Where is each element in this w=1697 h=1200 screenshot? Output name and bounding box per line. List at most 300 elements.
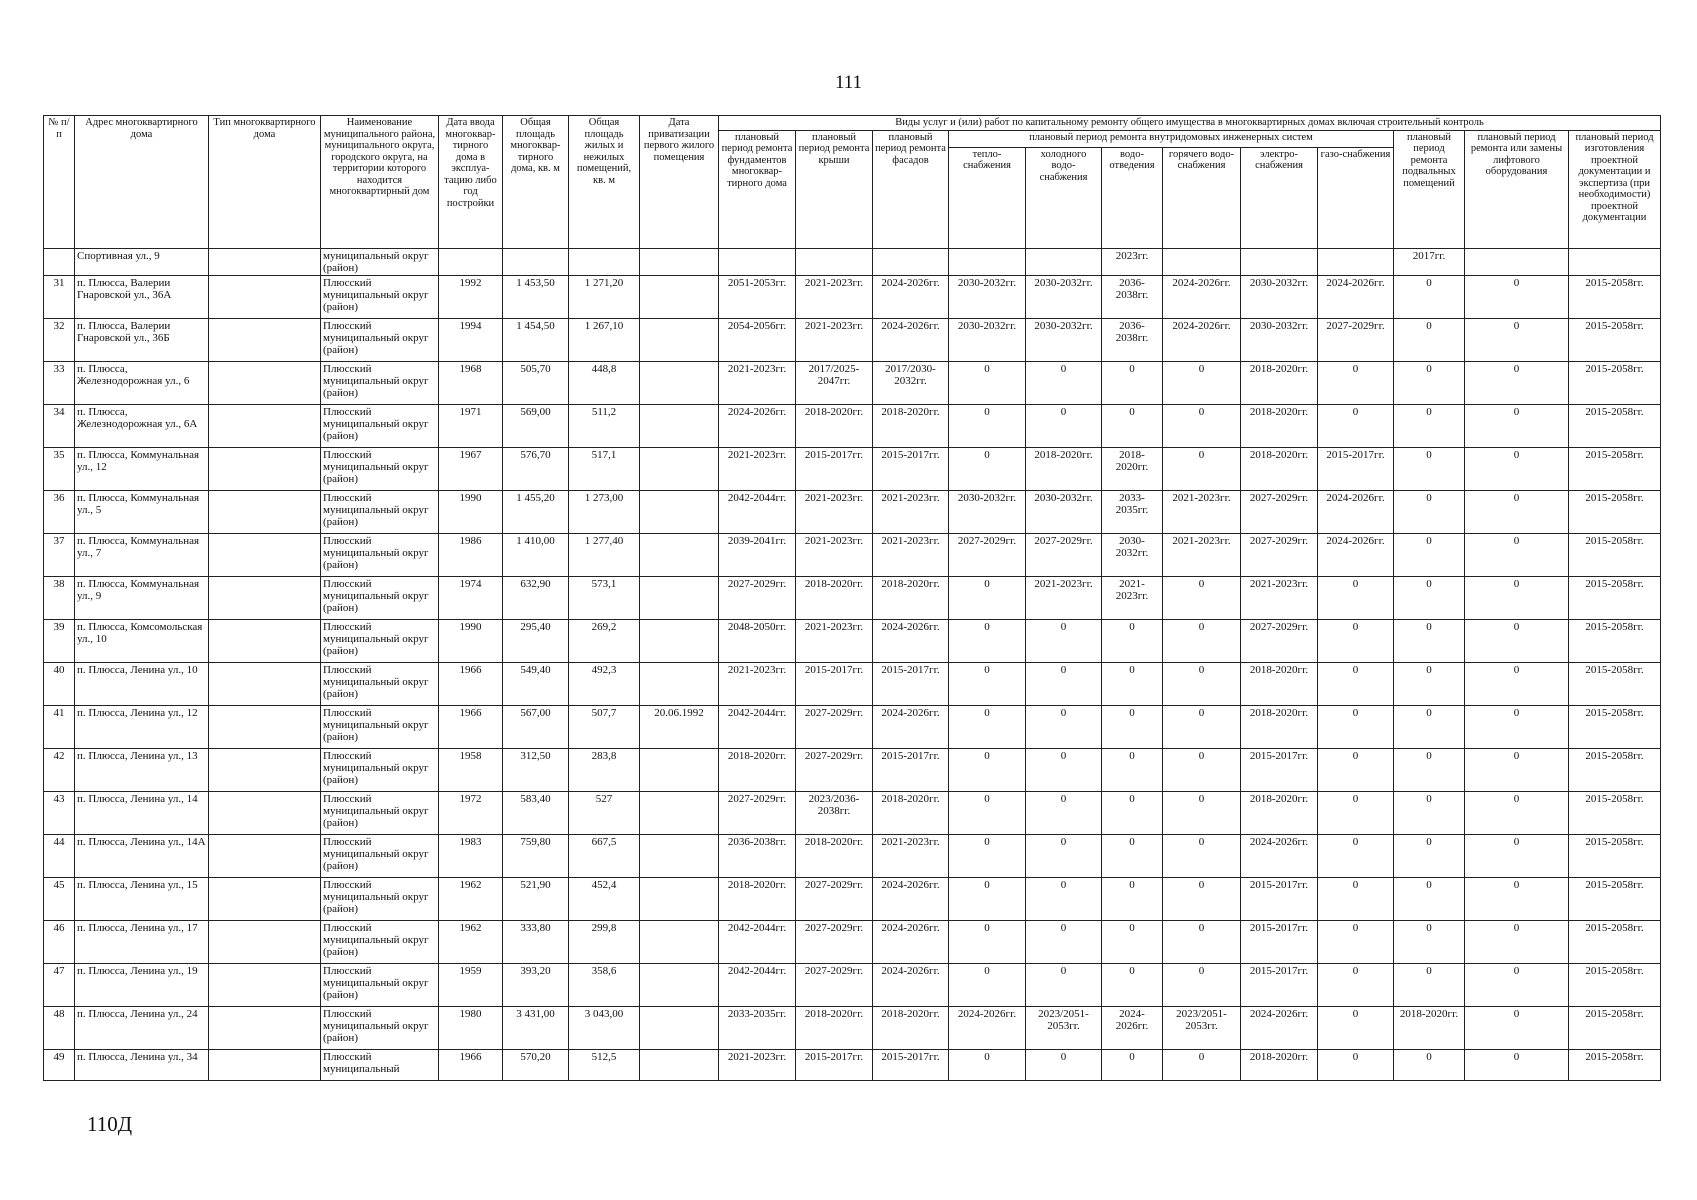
cell-cold-water: 2023/2051-2053гг. (1026, 1006, 1102, 1049)
cell-sewer: 0 (1102, 1049, 1163, 1080)
cell-docs: 2015-2058гг. (1569, 361, 1661, 404)
cell-basement: 0 (1394, 877, 1465, 920)
cell-address: п. Плюсса, Валерии Гнаровской ул., 36Б (75, 318, 209, 361)
cell-address: п. Плюсса, Коммунальная ул., 9 (75, 576, 209, 619)
cell-type (209, 275, 321, 318)
cell-electric: 2015-2017гг. (1241, 748, 1318, 791)
cell-year: 1962 (439, 877, 503, 920)
cell-type (209, 920, 321, 963)
cell-total-area: 1 454,50 (503, 318, 569, 361)
cell-docs: 2015-2058гг. (1569, 791, 1661, 834)
cell-year: 1992 (439, 275, 503, 318)
cell-electric: 2018-2020гг. (1241, 361, 1318, 404)
cell-facade: 2024-2026гг. (873, 963, 949, 1006)
cell-type (209, 447, 321, 490)
cell-district: Плюсский муниципальный округ (район) (321, 318, 439, 361)
cell-type (209, 533, 321, 576)
cell-num: 45 (44, 877, 75, 920)
cell-living-area: 512,5 (569, 1049, 640, 1080)
cell-total-area: 570,20 (503, 1049, 569, 1080)
cell-year: 1967 (439, 447, 503, 490)
cell-electric: 2024-2026гг. (1241, 834, 1318, 877)
cell-hot-water: 0 (1163, 963, 1241, 1006)
cell-sewer: 2036-2038гг. (1102, 275, 1163, 318)
cell-roof: 2015-2017гг. (796, 662, 873, 705)
cell-basement: 0 (1394, 705, 1465, 748)
header-type: Тип многоквартирного дома (209, 116, 321, 249)
table-row (44, 619, 1661, 662)
cell-num: 42 (44, 748, 75, 791)
cell-hot-water: 0 (1163, 576, 1241, 619)
cell-total-area: 1 455,20 (503, 490, 569, 533)
cell-type (209, 576, 321, 619)
cell-living-area: 527 (569, 791, 640, 834)
cell-district: Плюсский муниципальный округ (район) (321, 533, 439, 576)
table-row (44, 963, 1661, 1006)
cell-living-area: 511,2 (569, 404, 640, 447)
cell-type (209, 404, 321, 447)
cell-docs: 2015-2058гг. (1569, 705, 1661, 748)
cell-address: п. Плюсса, Коммунальная ул., 5 (75, 490, 209, 533)
cell-num: 34 (44, 404, 75, 447)
cell-hot-water: 0 (1163, 447, 1241, 490)
cell-sewer: 0 (1102, 877, 1163, 920)
cell-sewer: 0 (1102, 748, 1163, 791)
cell-living-area: 492,3 (569, 662, 640, 705)
cell-docs: 2015-2058гг. (1569, 447, 1661, 490)
header-docs: плановый период изготовления проектной документации и экспертиза (при необходимости) проектной документации (1569, 130, 1661, 248)
cell-heat: 0 (949, 834, 1026, 877)
table-row (44, 1049, 1661, 1080)
cell-type (209, 748, 321, 791)
cell-foundation: 2042-2044гг. (719, 920, 796, 963)
cell-elevator: 0 (1465, 748, 1569, 791)
cell-docs: 2015-2058гг. (1569, 1049, 1661, 1080)
cell-living-area: 1 273,00 (569, 490, 640, 533)
cell-foundation: 2033-2035гг. (719, 1006, 796, 1049)
cell-living-area: 299,8 (569, 920, 640, 963)
table-row (44, 791, 1661, 834)
cell-type (209, 834, 321, 877)
cell-heat: 0 (949, 447, 1026, 490)
table-row (44, 361, 1661, 404)
cell-electric: 2015-2017гг. (1241, 920, 1318, 963)
header-privatization: Дата приватизации первого жилого помещения (640, 116, 719, 249)
cell-basement: 0 (1394, 1049, 1465, 1080)
cell-num: 31 (44, 275, 75, 318)
cell-district: Плюсский муниципальный округ (район) (321, 619, 439, 662)
cell-gas: 2024-2026гг. (1318, 275, 1394, 318)
cell-facade: 2015-2017гг. (873, 748, 949, 791)
cell-year: 1986 (439, 533, 503, 576)
cell-district: Плюсский муниципальный округ (район) (321, 490, 439, 533)
cell-address: п. Плюсса, Ленина ул., 34 (75, 1049, 209, 1080)
header-cold-water: холодного водо-снабжения (1026, 147, 1102, 248)
cell-elevator: 0 (1465, 533, 1569, 576)
cell-electric: 2030-2032гг. (1241, 275, 1318, 318)
cell-roof: 2021-2023гг. (796, 619, 873, 662)
cell-cold-water: 0 (1026, 791, 1102, 834)
cell-district: Плюсский муниципальный округ (район) (321, 705, 439, 748)
cell-total-area: 393,20 (503, 963, 569, 1006)
cell-basement: 0 (1394, 834, 1465, 877)
cell-year: 1959 (439, 963, 503, 1006)
cell-roof: 2018-2020гг. (796, 1006, 873, 1049)
cell-electric: 2015-2017гг. (1241, 877, 1318, 920)
cell-cold-water: 2030-2032гг. (1026, 490, 1102, 533)
header-hot-water: горячего водо-снабжения (1163, 147, 1241, 248)
cell-facade: 2018-2020гг. (873, 576, 949, 619)
cell-roof: 2021-2023гг. (796, 490, 873, 533)
cell-total-area: 583,40 (503, 791, 569, 834)
table-row (44, 748, 1661, 791)
cell-foundation: 2021-2023гг. (719, 1049, 796, 1080)
cell-heat: 0 (949, 963, 1026, 1006)
cell-cold-water: 0 (1026, 404, 1102, 447)
cell-electric: 2021-2023гг. (1241, 576, 1318, 619)
cell-district: Плюсский муниципальный округ (район) (321, 1006, 439, 1049)
cell-address: п. Плюсса, Ленина ул., 12 (75, 705, 209, 748)
cell-heat: 2024-2026гг. (949, 1006, 1026, 1049)
cell-num: 39 (44, 619, 75, 662)
cell-docs: 2015-2058гг. (1569, 404, 1661, 447)
cell-total-area: 295,40 (503, 619, 569, 662)
cell-roof: 2015-2017гг. (796, 447, 873, 490)
cell-facade: 2024-2026гг. (873, 877, 949, 920)
cell-privatization (640, 1049, 719, 1080)
cell-sewer: 0 (1102, 834, 1163, 877)
header-systems-group: плановый период ремонта внутридомовых инженерных систем (949, 130, 1394, 147)
cell-docs: 2015-2058гг. (1569, 662, 1661, 705)
cell-elevator: 0 (1465, 447, 1569, 490)
cell-gas: 0 (1318, 576, 1394, 619)
cell-gas: 0 (1318, 748, 1394, 791)
cell-foundation: 2021-2023гг. (719, 662, 796, 705)
cell-roof: 2027-2029гг. (796, 877, 873, 920)
cell-facade: 2015-2017гг. (873, 447, 949, 490)
cell-hot-water: 2021-2023гг. (1163, 490, 1241, 533)
cell-total-area: 1 410,00 (503, 533, 569, 576)
table-row (44, 576, 1661, 619)
cell-sewer: 2018-2020гг. (1102, 447, 1163, 490)
cell-gas: 2015-2017гг. (1318, 447, 1394, 490)
cell-roof: 2018-2020гг. (796, 404, 873, 447)
cell-num: 46 (44, 920, 75, 963)
cell-address: п. Плюсса, Ленина ул., 14 (75, 791, 209, 834)
cell-basement: 0 (1394, 662, 1465, 705)
cell-num: 36 (44, 490, 75, 533)
cell-district: Плюсский муниципальный округ (район) (321, 791, 439, 834)
cell-facade: 2024-2026гг. (873, 619, 949, 662)
cell-district: Плюсский муниципальный округ (район) (321, 662, 439, 705)
cell-privatization (640, 576, 719, 619)
header-district: Наименование муниципального района, муниципального округа, городского округа, на территории которого находится многоквартирный дом (321, 116, 439, 249)
cell-electric: 2027-2029гг. (1241, 533, 1318, 576)
cell-elevator: 0 (1465, 361, 1569, 404)
cell-docs: 2015-2058гг. (1569, 533, 1661, 576)
cell-district: Плюсский муниципальный округ (район) (321, 834, 439, 877)
header-gas: газо-снабжения (1318, 147, 1394, 248)
cell-hot-water: 0 (1163, 877, 1241, 920)
cell-living-area: 1 267,10 (569, 318, 640, 361)
header-num: № п/п (44, 116, 75, 249)
cell-address: п. Плюсса, Коммунальная ул., 12 (75, 447, 209, 490)
table-row (44, 318, 1661, 361)
cell-docs: 2015-2058гг. (1569, 920, 1661, 963)
cell-privatization (640, 662, 719, 705)
cell-basement: 0 (1394, 404, 1465, 447)
cell-cold-water: 0 (1026, 834, 1102, 877)
cell-sewer: 2024-2026гг. (1102, 1006, 1163, 1049)
table-row (44, 877, 1661, 920)
cell-num: 43 (44, 791, 75, 834)
cell-cold-water: 2021-2023гг. (1026, 576, 1102, 619)
cell-basement: 0 (1394, 533, 1465, 576)
cell-foundation: 2039-2041гг. (719, 533, 796, 576)
cell-elevator: 0 (1465, 619, 1569, 662)
cell-facade: 2021-2023гг. (873, 533, 949, 576)
cell-gas: 0 (1318, 1006, 1394, 1049)
cell-gas: 0 (1318, 920, 1394, 963)
cell-docs: 2015-2058гг. (1569, 490, 1661, 533)
cell-heat: 0 (949, 1049, 1026, 1080)
cell-total-area: 333,80 (503, 920, 569, 963)
cell-year: 1958 (439, 748, 503, 791)
cell-total-area: 569,00 (503, 404, 569, 447)
cell-gas: 0 (1318, 361, 1394, 404)
cell-num: 41 (44, 705, 75, 748)
cell-num: 37 (44, 533, 75, 576)
cell-docs: 2015-2058гг. (1569, 576, 1661, 619)
cell-address: п. Плюсса, Ленина ул., 10 (75, 662, 209, 705)
cell-district: муниципальный округ (район) (321, 248, 439, 275)
table-row (44, 533, 1661, 576)
cell-hot-water: 0 (1163, 705, 1241, 748)
cell-address: п. Плюсса, Комсомольская ул., 10 (75, 619, 209, 662)
table-row (44, 705, 1661, 748)
cell-foundation: 2042-2044гг. (719, 963, 796, 1006)
cell-num: 38 (44, 576, 75, 619)
cell-year: 1966 (439, 662, 503, 705)
cell-gas: 0 (1318, 619, 1394, 662)
continuation-row (44, 248, 1661, 275)
cell-type (209, 490, 321, 533)
cell-district: Плюсский муниципальный округ (район) (321, 404, 439, 447)
cell-cold-water: 0 (1026, 877, 1102, 920)
cell-privatization (640, 1006, 719, 1049)
cell-heat: 0 (949, 662, 1026, 705)
cell-privatization (640, 361, 719, 404)
cell-privatization (640, 877, 719, 920)
cell-gas: 0 (1318, 834, 1394, 877)
cell-foundation: 2051-2053гг. (719, 275, 796, 318)
cell-cold-water: 0 (1026, 705, 1102, 748)
cell-cold-water: 2018-2020гг. (1026, 447, 1102, 490)
cell-heat: 0 (949, 748, 1026, 791)
cell-cold-water: 2030-2032гг. (1026, 275, 1102, 318)
header-facade: плановый период ремонта фасадов (873, 130, 949, 248)
cell-privatization (640, 275, 719, 318)
cell-total-area: 521,90 (503, 877, 569, 920)
cell-sewer: 0 (1102, 963, 1163, 1006)
cell-roof: 2017/2025-2047гг. (796, 361, 873, 404)
cell-living-area: 1 271,20 (569, 275, 640, 318)
cell-type (209, 877, 321, 920)
cell-address: п. Плюсса, Ленина ул., 17 (75, 920, 209, 963)
cell-facade: 2024-2026гг. (873, 275, 949, 318)
header-roof: плановый период ремонта крыши (796, 130, 873, 248)
cell-gas: 0 (1318, 791, 1394, 834)
cell-basement: 0 (1394, 576, 1465, 619)
cell-district: Плюсский муниципальный округ (район) (321, 447, 439, 490)
cell-electric: 2027-2029гг. (1241, 490, 1318, 533)
cell-cold-water: 2027-2029гг. (1026, 533, 1102, 576)
cell-privatization (640, 404, 719, 447)
cell-sewer: 0 (1102, 662, 1163, 705)
cell-foundation: 2042-2044гг. (719, 705, 796, 748)
cell-electric: 2018-2020гг. (1241, 404, 1318, 447)
cell-privatization (640, 533, 719, 576)
cell-living-area: 269,2 (569, 619, 640, 662)
cell-foundation: 2021-2023гг. (719, 361, 796, 404)
cell-hot-water: 0 (1163, 791, 1241, 834)
cell-heat: 0 (949, 791, 1026, 834)
cell-gas: 0 (1318, 705, 1394, 748)
cell-electric: 2024-2026гг. (1241, 1006, 1318, 1049)
cell-address: п. Плюсса, Ленина ул., 13 (75, 748, 209, 791)
cell-roof: 2027-2029гг. (796, 920, 873, 963)
cell-roof: 2015-2017гг. (796, 1049, 873, 1080)
cell-gas: 2024-2026гг. (1318, 490, 1394, 533)
cell-living-area: 283,8 (569, 748, 640, 791)
cell-roof: 2023/2036-2038гг. (796, 791, 873, 834)
cell-docs: 2015-2058гг. (1569, 834, 1661, 877)
cell-living-area: 517,1 (569, 447, 640, 490)
cell-total-area: 549,40 (503, 662, 569, 705)
cell-privatization (640, 318, 719, 361)
cell-type (209, 705, 321, 748)
cell-living-area: 573,1 (569, 576, 640, 619)
cell-living-area: 452,4 (569, 877, 640, 920)
cell-hot-water: 2024-2026гг. (1163, 275, 1241, 318)
table-row (44, 662, 1661, 705)
cell-sewer: 2036-2038гг. (1102, 318, 1163, 361)
cell-gas: 0 (1318, 1049, 1394, 1080)
cell-sewer: 2023гг. (1102, 248, 1163, 275)
table-row (44, 404, 1661, 447)
cell-year: 1966 (439, 705, 503, 748)
cell-heat: 0 (949, 877, 1026, 920)
cell-total-area: 759,80 (503, 834, 569, 877)
cell-gas: 0 (1318, 404, 1394, 447)
cell-facade: 2015-2017гг. (873, 1049, 949, 1080)
cell-cold-water: 0 (1026, 748, 1102, 791)
cell-total-area: 3 431,00 (503, 1006, 569, 1049)
cell-facade: 2021-2023гг. (873, 490, 949, 533)
cell-docs: 2015-2058гг. (1569, 275, 1661, 318)
cell-type (209, 1049, 321, 1080)
cell-cold-water: 0 (1026, 1049, 1102, 1080)
cell-electric: 2018-2020гг. (1241, 662, 1318, 705)
cell-elevator: 0 (1465, 877, 1569, 920)
cell-cold-water: 0 (1026, 963, 1102, 1006)
cell-foundation: 2018-2020гг. (719, 877, 796, 920)
capital-repair-table (43, 115, 1661, 1081)
cell-basement: 0 (1394, 963, 1465, 1006)
cell-privatization (640, 748, 719, 791)
cell-sewer: 0 (1102, 705, 1163, 748)
cell-total-area: 576,70 (503, 447, 569, 490)
cell-privatization (640, 834, 719, 877)
cell-living-area: 667,5 (569, 834, 640, 877)
header-electric: электро-снабжения (1241, 147, 1318, 248)
cell-docs: 2015-2058гг. (1569, 318, 1661, 361)
cell-address: п. Плюсса, Ленина ул., 24 (75, 1006, 209, 1049)
table-row (44, 275, 1661, 318)
cell-elevator: 0 (1465, 963, 1569, 1006)
table-row (44, 447, 1661, 490)
cell-address: Спортивная ул., 9 (75, 248, 209, 275)
cell-basement: 0 (1394, 275, 1465, 318)
footer-code: 110Д (87, 1112, 133, 1136)
cell-district: Плюсский муниципальный округ (район) (321, 920, 439, 963)
table-row (44, 1006, 1661, 1049)
cell-elevator: 0 (1465, 1006, 1569, 1049)
cell-elevator: 0 (1465, 576, 1569, 619)
cell-hot-water: 0 (1163, 920, 1241, 963)
cell-roof: 2027-2029гг. (796, 963, 873, 1006)
cell-cold-water: 0 (1026, 361, 1102, 404)
cell-heat: 0 (949, 576, 1026, 619)
header-elevator: плановый период ремонта или замены лифтового оборудования (1465, 130, 1569, 248)
cell-basement: 0 (1394, 447, 1465, 490)
cell-district: Плюсский муниципальный (321, 1049, 439, 1080)
cell-basement: 0 (1394, 318, 1465, 361)
cell-electric: 2027-2029гг. (1241, 619, 1318, 662)
cell-hot-water: 0 (1163, 834, 1241, 877)
cell-privatization (640, 490, 719, 533)
cell-facade: 2017/2030-2032гг. (873, 361, 949, 404)
cell-foundation: 2027-2029гг. (719, 791, 796, 834)
cell-facade: 2024-2026гг. (873, 920, 949, 963)
cell-hot-water: 0 (1163, 1049, 1241, 1080)
cell-facade: 2018-2020гг. (873, 404, 949, 447)
table-row (44, 490, 1661, 533)
table-row (44, 834, 1661, 877)
cell-electric: 2018-2020гг. (1241, 447, 1318, 490)
cell-privatization: 20.06.1992 (640, 705, 719, 748)
cell-basement: 0 (1394, 619, 1465, 662)
cell-hot-water: 0 (1163, 662, 1241, 705)
cell-heat: 2030-2032гг. (949, 490, 1026, 533)
cell-heat: 0 (949, 619, 1026, 662)
header-year: Дата ввода многоквар-тирного дома в эксплуа-тацию либо год постройки (439, 116, 503, 249)
cell-facade: 2015-2017гг. (873, 662, 949, 705)
cell-facade: 2018-2020гг. (873, 1006, 949, 1049)
cell-address: п. Плюсса, Коммунальная ул., 7 (75, 533, 209, 576)
cell-district: Плюсский муниципальный округ (район) (321, 963, 439, 1006)
cell-elevator: 0 (1465, 404, 1569, 447)
cell-num: 47 (44, 963, 75, 1006)
cell-gas: 2027-2029гг. (1318, 318, 1394, 361)
cell-basement: 0 (1394, 791, 1465, 834)
cell-gas: 0 (1318, 662, 1394, 705)
table-row (44, 920, 1661, 963)
cell-privatization (640, 619, 719, 662)
cell-living-area: 507,7 (569, 705, 640, 748)
cell-living-area: 3 043,00 (569, 1006, 640, 1049)
cell-address: п. Плюсса, Ленина ул., 14А (75, 834, 209, 877)
